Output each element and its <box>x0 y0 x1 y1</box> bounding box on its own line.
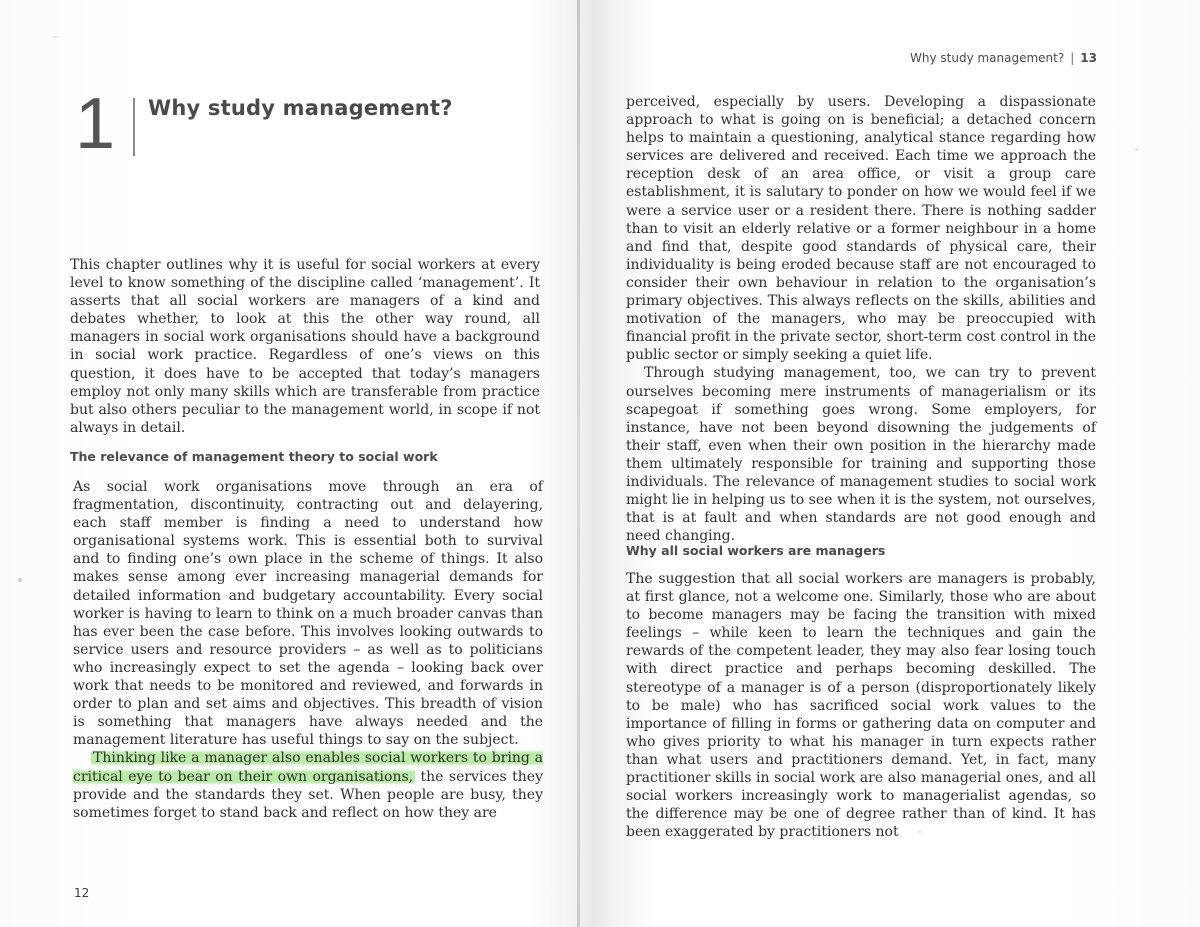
scan-speck <box>52 36 58 38</box>
relevance-paragraph: As social work organisations move through an era of fragmentation, discontinuity, contracting out and delayering, each staff member is finding a need to understand how organisational systems work. This is essential both to survival and to finding one’s own place in the scheme of things. It also makes sense among ever increasing managerial demands for detailed information and budgetary accountability. Every social worker is having to learn to think on a much broader canvas than has ever been the case before. This involves looking outwards to service users and resource providers – as well as to politicians who increasingly expect to set the agenda – looking back over work that needs to be monitored and reviewed, and forwards in order to plan and set aims and objectives. This breadth of vision is something that managers have always needed and the management literature has useful things to say on the subject. <box>73 479 543 749</box>
running-head <box>910 51 1097 65</box>
right-top-text <box>626 93 1096 545</box>
managers-section-body <box>626 570 1096 841</box>
right-paragraph-2: Through studying management, too, we can try to prevent ourselves becoming mere instruments of managerialism or its scapegoat if something goes wrong. Some employers, for instance, have not been beyond disowning the judgements of their staff, even when their own position in the hierarchy made them ultimately responsible for training and supporting those individuals. The relevance of management studies to social work might lie in helping us to see when it is the system, not ourselves, that is at fault and when standards are not good enough and need changing. <box>626 365 1096 545</box>
highlighted-text: Thinking like a manager also enables social workers to bring a critical eye to bear on their own organisations, <box>73 750 543 785</box>
section-heading-relevance: The relevance of management theory to social work <box>70 449 438 464</box>
chapter-heading-rule <box>133 98 135 156</box>
section-heading-managers: Why all social workers are managers <box>626 543 886 558</box>
chapter-title: Why study management? <box>148 96 453 120</box>
left-page-number: 12 <box>74 886 90 900</box>
relevance-section-body <box>73 478 543 822</box>
intro-paragraph <box>70 256 540 437</box>
scan-speck <box>918 830 921 833</box>
highlighted-paragraph <box>73 749 543 821</box>
chapter-number: 1 <box>74 84 116 164</box>
scan-speck <box>1135 148 1138 151</box>
running-head-separator: | <box>1070 51 1075 65</box>
highlight-continuation-text: the services they provide and the standards they set. When people are busy, they sometimes forget to stand back and reflect on how they are <box>73 768 543 821</box>
scan-speck <box>18 578 22 582</box>
right-paragraph-3: The suggestion that all social workers are managers is probably, at first glance, not a welcome one. Similarly, those who are about to become managers may be facing the transition with mixed feelings – while keen to learn the techniques and gain the rewards of the competent leader, they may also fear losing touch with direct practice and perhaps becoming deskilled. The stereotype of a manager is of a person (disproportionately likely to be male) who has sacrificed social work values to the importance of filling in forms or gathering data on computer and who gives priority to what his manager in turn expects rather than what users and practitioners demand. Yet, in fact, many practitioner skills in social work are also managerial ones, and all social workers increasingly work to managerialist agendas, so the difference may be one of degree rather than of kind. It has been exaggerated by practitioners not <box>626 571 1096 841</box>
right-page <box>580 0 1200 927</box>
right-paragraph-1: perceived, especially by users. Developing a dispassionate approach to what is going on is beneficial; a detached concern helps to maintain a questioning, analytical stance regarding how services are delivered and received. Each time we approach the reception desk of an area office, or visit a group care establishment, it is salutary to ponder on how we would feel if we were a service user or a resident there. There is nothing sadder than to visit an elderly relative or a former neighbour in a home and find that, despite good standards of physical care, their individuality is being eroded because staff are not encouraged to consider their own behaviour in relation to the organisation’s primary objectives. This always reflects on the skills, abilities and motivation of the managers, who may be preoccupied with financial profit in the private sector, short-term cost control in the public sector or simply seeking a quiet life. <box>626 94 1096 364</box>
running-head-title: Why study management? <box>910 51 1065 65</box>
left-page <box>0 0 577 927</box>
right-page-number: 13 <box>1080 51 1097 65</box>
intro-paragraph-text: This chapter outlines why it is useful for social workers at every level to know something of the discipline called ‘management’. It asserts that all social workers are managers of a kind and debates whether, to look at this the other way round, all managers in social work organisations should have a background in social work practice. Regardless of one’s views on this question, it does have to be accepted that today’s managers employ not only many skills which are transferable from practice but also others peculiar to the management world, in scope if not always in detail. <box>70 257 540 436</box>
